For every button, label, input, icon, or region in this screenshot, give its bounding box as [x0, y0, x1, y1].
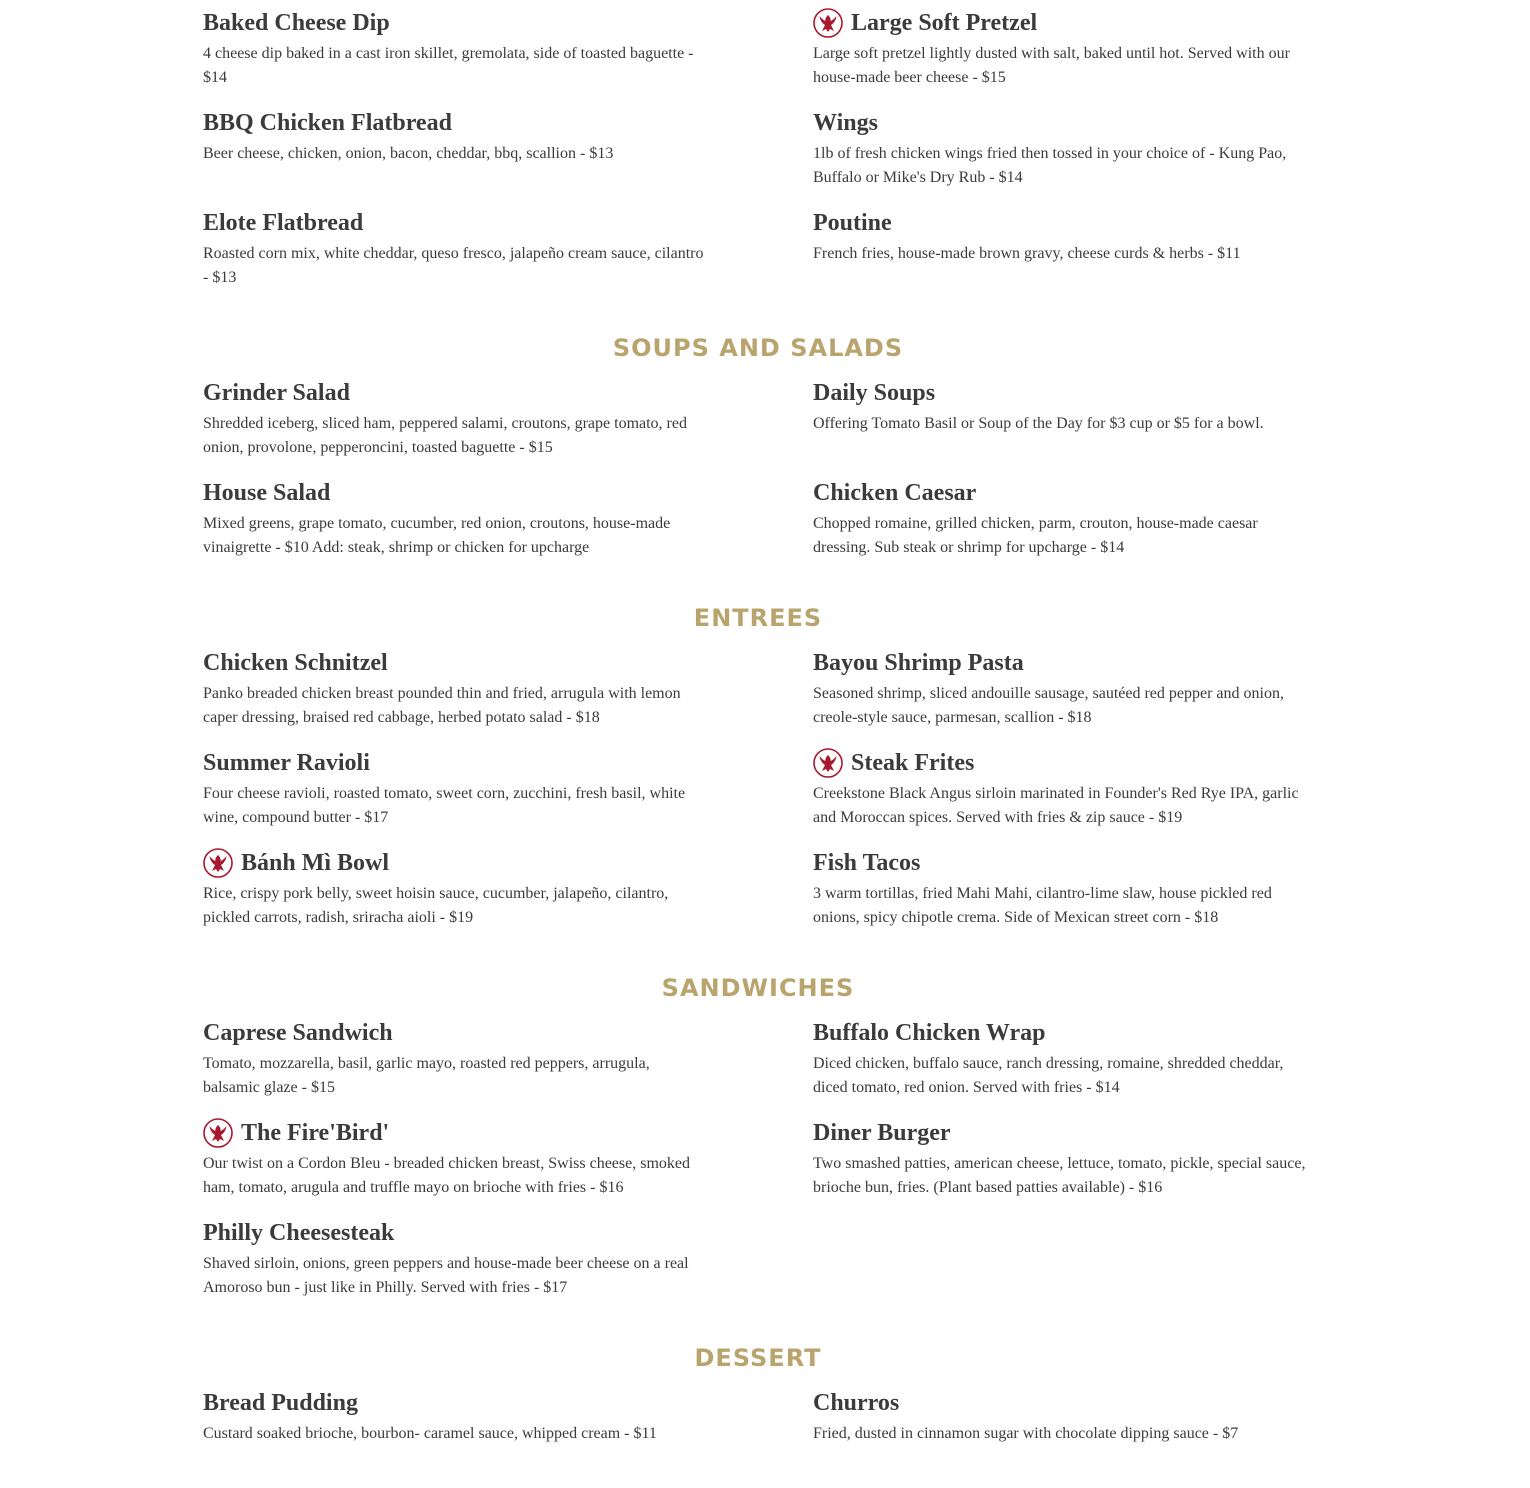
- item-title-text: Poutine: [813, 210, 892, 236]
- item-title: [203, 1218, 708, 1248]
- menu-item-the-fire-bird: [203, 1118, 708, 1200]
- item-title: [813, 208, 1318, 238]
- item-description: 3 warm tortillas, fried Mahi Mahi, cilantro-lime slaw, house pickled red onions, spicy chipotle crema. Side of Mexican street corn - $18: [813, 885, 1272, 926]
- menu-item-philly-cheesesteak: [203, 1218, 708, 1300]
- menu-grid: [203, 1018, 1313, 1318]
- item-title: [203, 648, 708, 678]
- firebird-icon: [813, 8, 843, 38]
- item-description: Shredded iceberg, sliced ham, peppered salami, croutons, grape tomato, red onion, provolone, pepperoncini, toasted baguette - $15: [203, 415, 687, 456]
- item-title-text: Steak Frites: [851, 750, 975, 776]
- item-title: [203, 208, 708, 238]
- item-title-text: Grinder Salad: [203, 380, 350, 406]
- menu-grid: [203, 8, 1313, 308]
- item-description: 1lb of fresh chicken wings fried then tossed in your choice of - Kung Pao, Buffalo or Mike's Dry Rub - $14: [813, 145, 1287, 186]
- item-description: Chopped romaine, grilled chicken, parm, crouton, house-made caesar dressing. Sub steak or shrimp for upcharge - $14: [813, 515, 1258, 556]
- item-title: [813, 1388, 1318, 1418]
- item-title-text: Bayou Shrimp Pasta: [813, 650, 1024, 676]
- menu-item-bbq-chicken-flatbread: [203, 108, 708, 166]
- item-title: [203, 1388, 708, 1418]
- item-title-text: Chicken Schnitzel: [203, 650, 388, 676]
- item-title-text: House Salad: [203, 480, 331, 506]
- firebird-icon: [813, 748, 843, 778]
- item-title-text: BBQ Chicken Flatbread: [203, 110, 452, 136]
- menu-grid: [203, 648, 1313, 948]
- item-title: [813, 378, 1318, 408]
- menu-item-b-nh-m-bowl: [203, 848, 708, 930]
- item-title: [203, 1118, 708, 1148]
- item-title-text: Churros: [813, 1390, 900, 1416]
- item-description: Rice, crispy pork belly, sweet hoisin sauce, cucumber, jalapeño, cilantro, pickled carrots, radish, sriracha aioli - $19: [203, 885, 669, 926]
- item-title: [203, 1018, 708, 1048]
- item-title: [813, 748, 1318, 778]
- item-title-text: Philly Cheesesteak: [203, 1220, 395, 1246]
- menu-item-elote-flatbread: [203, 208, 708, 290]
- item-description: Panko breaded chicken breast pounded thin and fried, arrugula with lemon caper dressing, braised red cabbage, herbed potato salad - $18: [203, 685, 681, 726]
- item-title: [813, 8, 1318, 38]
- section-heading-dessert: DESSERT: [694, 1344, 822, 1372]
- item-title-text: Chicken Caesar: [813, 480, 977, 506]
- menu-body: [203, 0, 1313, 1488]
- item-description: Roasted corn mix, white cheddar, queso fresco, jalapeño cream sauce, cilantro - $13: [203, 245, 704, 286]
- item-title: [813, 1018, 1318, 1048]
- item-description: Our twist on a Cordon Bleu - breaded chicken breast, Swiss cheese, smoked ham, tomato, arugula and truffle mayo on brioche with fries - $16: [203, 1155, 690, 1196]
- menu-item-bayou-shrimp-pasta: [813, 648, 1318, 730]
- item-description: Fried, dusted in cinnamon sugar with chocolate dipping sauce - $7: [813, 1425, 1239, 1442]
- item-title-text: The Fire'Bird': [241, 1120, 390, 1146]
- section-heading-entrees: ENTREES: [693, 604, 823, 632]
- section-heading-soups-and-salads: SOUPS AND SALADS: [612, 334, 904, 362]
- item-title: [203, 8, 708, 38]
- menu-item-bread-pudding: [203, 1388, 708, 1446]
- item-description: Mixed greens, grape tomato, cucumber, red onion, croutons, house-made vinaigrette - $10 Add: steak, shrimp or chicken for upcharge: [203, 515, 671, 556]
- menu-grid: [203, 1388, 1313, 1488]
- menu-item-poutine: [813, 208, 1318, 266]
- item-title: [813, 108, 1318, 138]
- item-description: Offering Tomato Basil or Soup of the Day for $3 cup or $5 for a bowl.: [813, 415, 1264, 432]
- item-title-text: Bread Pudding: [203, 1390, 358, 1416]
- item-title-text: Baked Cheese Dip: [203, 10, 390, 36]
- item-description: Custard soaked brioche, bourbon- caramel sauce, whipped cream - $11: [203, 1425, 657, 1442]
- item-title: [813, 848, 1318, 878]
- item-title: [813, 1118, 1318, 1148]
- item-title-text: Summer Ravioli: [203, 750, 370, 776]
- item-title-text: Caprese Sandwich: [203, 1020, 393, 1046]
- menu-item-steak-frites: [813, 748, 1318, 830]
- item-title: [203, 108, 708, 138]
- item-description: Large soft pretzel lightly dusted with salt, baked until hot. Served with our house-made beer cheese - $15: [813, 45, 1290, 86]
- item-description: Two smashed patties, american cheese, lettuce, tomato, pickle, special sauce, brioche bun, fries. (Plant based patties available) - $16: [813, 1155, 1306, 1196]
- item-description: Shaved sirloin, onions, green peppers and house-made beer cheese on a real Amoroso bun - just like in Philly. Served with fries - $17: [203, 1255, 689, 1296]
- item-title-text: Fish Tacos: [813, 850, 921, 876]
- item-description: Seasoned shrimp, sliced andouille sausage, sautéed red pepper and onion, creole-style sauce, parmesan, scallion - $18: [813, 685, 1284, 726]
- item-title-text: Buffalo Chicken Wrap: [813, 1020, 1046, 1046]
- firebird-icon: [203, 1118, 233, 1148]
- item-title: [813, 648, 1318, 678]
- menu-item-chicken-caesar: [813, 478, 1318, 560]
- menu-item-caprese-sandwich: [203, 1018, 708, 1100]
- item-title: [203, 848, 708, 878]
- item-title-text: Diner Burger: [813, 1120, 951, 1146]
- item-title: [203, 748, 708, 778]
- menu-item-baked-cheese-dip: [203, 8, 708, 90]
- menu-item-buffalo-chicken-wrap: [813, 1018, 1318, 1100]
- menu-item-grinder-salad: [203, 378, 708, 460]
- menu-item-wings: [813, 108, 1318, 190]
- item-title-text: Daily Soups: [813, 380, 936, 406]
- item-title: [813, 478, 1318, 508]
- section-heading-sandwiches: SANDWICHES: [661, 974, 855, 1002]
- menu-item-diner-burger: [813, 1118, 1318, 1200]
- item-description: 4 cheese dip baked in a cast iron skillet, gremolata, side of toasted baguette - $14: [203, 45, 694, 86]
- menu-item-summer-ravioli: [203, 748, 708, 830]
- item-title-text: Elote Flatbread: [203, 210, 364, 236]
- item-description: Beer cheese, chicken, onion, bacon, cheddar, bbq, scallion - $13: [203, 145, 614, 162]
- firebird-icon: [203, 848, 233, 878]
- menu-item-house-salad: [203, 478, 708, 560]
- item-title: [203, 478, 708, 508]
- item-description: Four cheese ravioli, roasted tomato, sweet corn, zucchini, fresh basil, white wine, compound butter - $17: [203, 785, 686, 826]
- menu-grid: [203, 378, 1313, 578]
- item-title-text: Wings: [813, 110, 878, 136]
- item-title: [203, 378, 708, 408]
- item-title-text: Large Soft Pretzel: [851, 10, 1038, 36]
- item-description: Tomato, mozzarella, basil, garlic mayo, roasted red peppers, arrugula, balsamic glaze - $15: [203, 1055, 650, 1096]
- menu-item-daily-soups: [813, 378, 1318, 436]
- item-description: French fries, house-made brown gravy, cheese curds & herbs - $11: [813, 245, 1241, 262]
- item-description: Creekstone Black Angus sirloin marinated in Founder's Red Rye IPA, garlic and Moroccan spices. Served with fries & zip sauce - $19: [813, 785, 1299, 826]
- item-title-text: Bánh Mì Bowl: [241, 850, 390, 876]
- menu: [203, 0, 1313, 1488]
- menu-item-fish-tacos: [813, 848, 1318, 930]
- menu-item-churros: [813, 1388, 1318, 1446]
- menu-item-large-soft-pretzel: [813, 8, 1318, 90]
- menu-item-chicken-schnitzel: [203, 648, 708, 730]
- item-description: Diced chicken, buffalo sauce, ranch dressing, romaine, shredded cheddar, diced tomato, red onion. Served with fries - $14: [813, 1055, 1284, 1096]
